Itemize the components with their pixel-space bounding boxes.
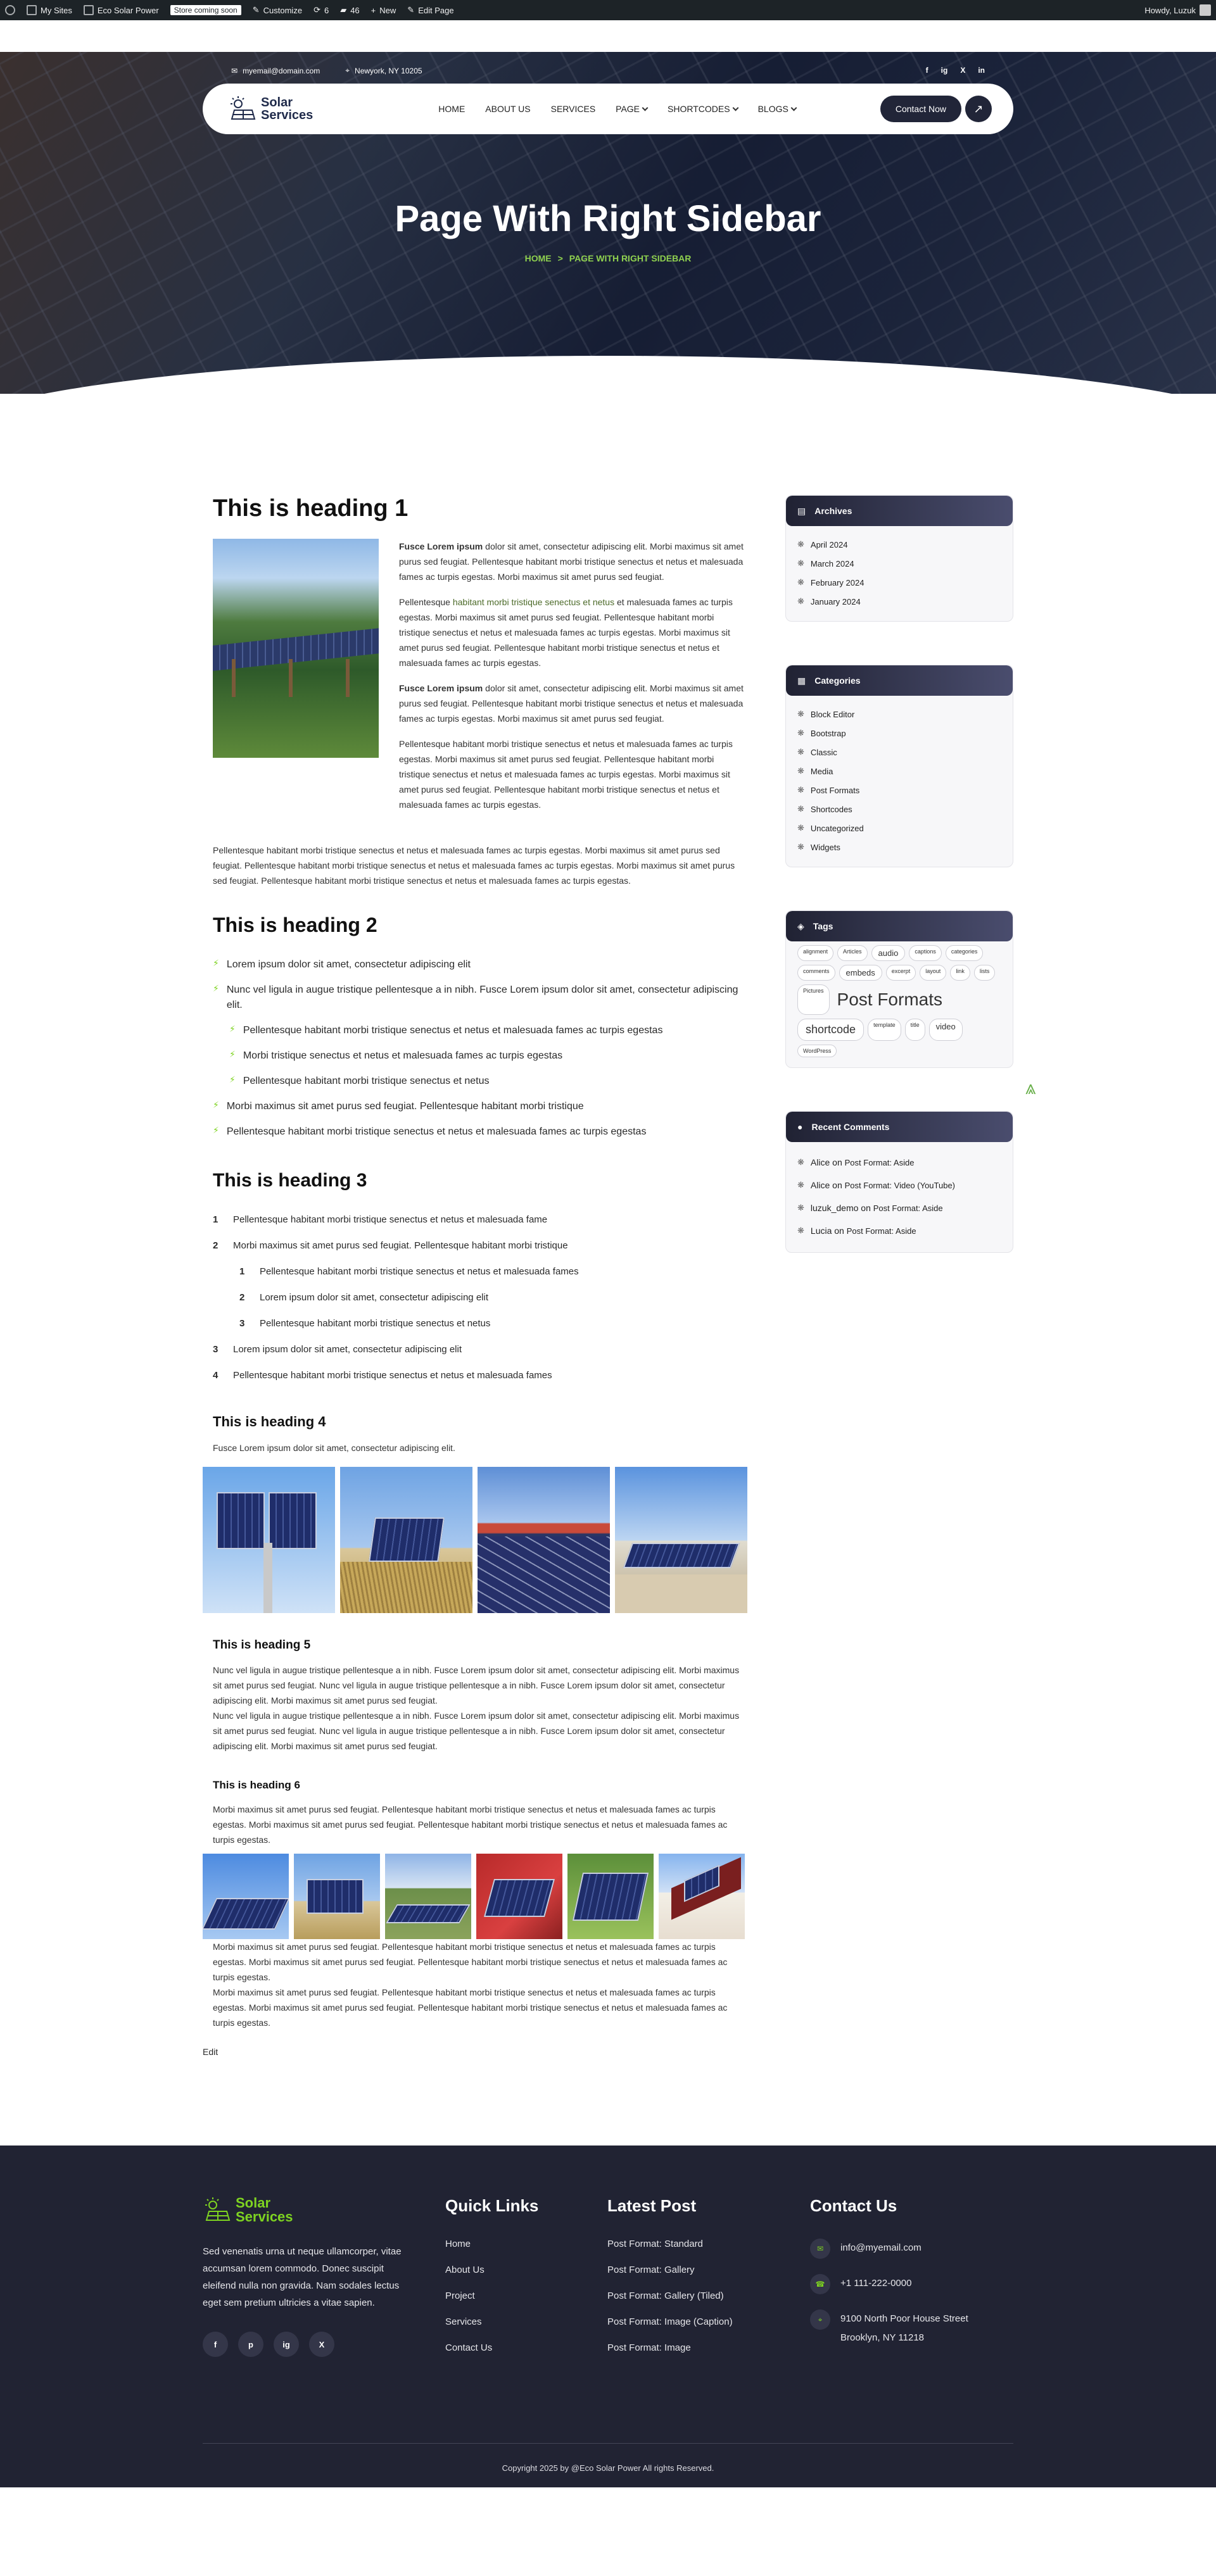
- instagram-icon[interactable]: ig: [940, 66, 948, 75]
- page-title: Page With Right Sidebar: [395, 198, 821, 239]
- account-menu[interactable]: Howdy, Luzuk: [1144, 4, 1211, 16]
- grid-icon: ▦: [797, 675, 806, 686]
- tag-icon: ◈: [797, 920, 804, 931]
- bolt-icon: ⚡: [213, 958, 219, 968]
- sidebar: [785, 482, 1013, 2057]
- bolt-icon: ⚡: [213, 1100, 219, 1110]
- my-sites-link[interactable]: My Sites: [27, 5, 72, 15]
- tag-link[interactable]: alignment: [797, 945, 833, 961]
- heading-5-paragraph: Nunc vel ligula in augue tristique pellentesque a in nibh. Fusce Lorem ipsum dolor sit amet, consectetur adipiscing elit. Morbi maximus sit amet purus sed feugiat. Nunc vel ligula in augue tristique pellentesque a in nibh. Fusce Lorem ipsum dolor sit amet, consectetur adipiscing elit. Morbi maximus sit amet purus sed feugiat.: [213, 1665, 740, 1706]
- recent-comment: ❋ Alice on Post Format: Aside: [797, 1157, 915, 1167]
- intro-paragraph-2: Pellentesque habitant morbi tristique senectus et netus et malesuada fames ac turpis egestas. Morbi maximus sit amet purus sed feugiat. Pellentesque habitant morbi tristique senectus et netus et malesuada fames ac turpis egestas. Morbi maximus sit amet purus sed feugiat. Pellentesque habitant morbi tristique senectus et netus et malesuada fames ac turpis egestas.: [399, 597, 733, 668]
- category-link[interactable]: ❋ Shortcodes: [797, 804, 852, 814]
- nested-list: [229, 1018, 747, 1094]
- gallery-image[interactable]: [340, 1467, 472, 1613]
- new-content-link[interactable]: + New: [370, 5, 396, 15]
- comment-post-link[interactable]: Post Format: Aside: [846, 1226, 916, 1236]
- list-item: ⚡ Morbi tristique senectus et netus et malesuada fames ac turpis egestas: [229, 1043, 747, 1069]
- customize-link[interactable]: ✎ Customize: [252, 5, 303, 15]
- gear-icon: ❋: [797, 558, 804, 568]
- tag-link[interactable]: comments: [797, 965, 835, 981]
- gear-icon: ❋: [797, 577, 804, 587]
- list-item: 1 Pellentesque habitant morbi tristique senectus et netus et malesuada fames: [239, 1266, 579, 1277]
- nav-page[interactable]: PAGE: [616, 104, 647, 114]
- recent-comment: ❋ luzuk_demo on Post Format: Aside: [797, 1203, 943, 1213]
- edit-link[interactable]: Edit: [203, 2047, 218, 2057]
- footer-email[interactable]: ✉ info@myemail.com: [810, 2239, 1013, 2259]
- heading-6-paragraph: Morbi maximus sit amet purus sed feugiat. Pellentesque habitant morbi tristique senectus et netus et malesuada fames ac turpis egestas. Morbi maximus sit amet purus sed feugiat. Pellentesque habitant morbi tristique senectus et netus et malesuada fames ac turpis egestas.: [213, 1804, 728, 1845]
- chevron-down-icon: [732, 104, 738, 111]
- footer-address: ⌖ 9100 North Poor House Street Brooklyn, NY 11218: [810, 2309, 1013, 2347]
- contact-now-button[interactable]: Contact Now: [880, 96, 961, 122]
- avatar: [1200, 4, 1211, 16]
- chevron-down-icon: [642, 104, 649, 111]
- page-body: [203, 482, 1036, 2057]
- updates-link[interactable]: ⟳ 6: [314, 5, 329, 15]
- category-link[interactable]: ❋ Bootstrap: [797, 728, 846, 738]
- edit-page-link[interactable]: ✎ Edit Page: [407, 5, 454, 15]
- breadcrumb: HOME > PAGE WITH RIGHT SIDEBAR: [524, 253, 692, 263]
- gear-icon: ❋: [797, 539, 804, 549]
- admin-bar: [0, 0, 1216, 20]
- footer-phone[interactable]: ☎ +1 111-222-0000: [810, 2274, 1013, 2294]
- solar-panel-logo-icon: [203, 2196, 231, 2224]
- footer-logo[interactable]: Solar Services: [203, 2196, 445, 2224]
- nav-services[interactable]: SERVICES: [550, 104, 596, 114]
- latest-post-title: Latest Post: [607, 2196, 697, 2215]
- list-item: 3 Lorem ipsum dolor sit amet, consectetur adipiscing elit: [213, 1344, 462, 1355]
- nav-about-us[interactable]: ABOUT US: [485, 104, 531, 114]
- category-link[interactable]: ❋ Post Formats: [797, 785, 860, 795]
- contact-us-title: Contact Us: [810, 2196, 897, 2215]
- recent-comments-widget: ● Recent Comments ❋ Alice on Post Format: Aside ❋ Alice on Post Format: Video (YouTube) ❋ luzuk_demo on Post Format: Aside ❋ Lucia on Post Format: Aside: [785, 1111, 1013, 1253]
- image-gallery-6: [203, 1854, 747, 1939]
- gallery-image[interactable]: [478, 1467, 610, 1613]
- unordered-list: [213, 952, 747, 1145]
- gear-icon: ❋: [797, 1226, 804, 1235]
- heading-4: This is heading 4: [213, 1414, 326, 1429]
- gear-icon: ❋: [797, 709, 804, 719]
- refresh-icon: ⟳: [314, 5, 320, 15]
- facebook-icon[interactable]: f: [203, 2332, 228, 2357]
- breadcrumb-home[interactable]: HOME: [524, 253, 552, 263]
- latest-post-link[interactable]: Post Format: Image (Caption): [607, 2316, 733, 2327]
- bolt-icon: ⚡: [229, 1024, 236, 1034]
- heading-5: This is heading 5: [213, 1638, 311, 1652]
- pencil-icon: ✎: [407, 5, 415, 15]
- comment-post-link[interactable]: Post Format: Aside: [844, 1158, 915, 1167]
- gear-icon: ❋: [797, 785, 804, 795]
- recent-comment: ❋ Lucia on Post Format: Aside: [797, 1226, 916, 1236]
- list-item: 1 Pellentesque habitant morbi tristique senectus et netus et malesuada fame: [213, 1214, 548, 1225]
- heading-4-paragraph: Fusce Lorem ipsum dolor sit amet, consectetur adipiscing elit.: [213, 1443, 455, 1453]
- tag-link[interactable]: audio: [871, 945, 906, 961]
- category-link[interactable]: ❋ Media: [797, 766, 833, 776]
- list-item: 2 Morbi maximus sit amet purus sed feugiat. Pellentesque habitant morbi tristique: [213, 1240, 568, 1251]
- list-item: ⚡ Pellentesque habitant morbi tristique senectus et netus: [229, 1069, 747, 1094]
- gear-icon: ❋: [797, 766, 804, 776]
- comment-post-link[interactable]: Post Format: Aside: [873, 1203, 943, 1213]
- gear-icon: ❋: [797, 1157, 804, 1167]
- hero-curve-divider: [0, 356, 1216, 394]
- solar-roof-garden-image: [213, 539, 379, 758]
- intro-paragraph-1: Fusce Lorem ipsum dolor sit amet, consectetur adipiscing elit. Morbi maximus sit amet purus sed feugiat. Pellentesque habitant morbi tristique senectus et netus et malesuada fames ac turpis egestas. Morbi maximus sit amet purus sed feugiat.: [399, 541, 744, 582]
- breadcrumb-current: PAGE WITH RIGHT SIDEBAR: [569, 253, 692, 263]
- category-link[interactable]: ❋ Uncategorized: [797, 823, 864, 833]
- comment-author-link[interactable]: luzuk_demo: [810, 1203, 859, 1213]
- site-footer: [0, 2146, 1216, 2487]
- latest-post-link[interactable]: Post Format: Gallery: [607, 2265, 695, 2275]
- gallery-image[interactable]: [615, 1467, 747, 1613]
- footer-link-project[interactable]: Project: [445, 2290, 475, 2301]
- ordered-list: [213, 1207, 747, 1388]
- sites-icon: [27, 5, 37, 15]
- latest-post-link[interactable]: Post Format: Standard: [607, 2239, 703, 2249]
- brush-icon: ✎: [252, 5, 260, 15]
- inline-link[interactable]: habitant morbi tristique senectus et netus: [452, 597, 615, 607]
- nav-blogs[interactable]: BLOGS: [758, 104, 796, 114]
- archive-link[interactable]: ❋ April 2024: [797, 539, 848, 550]
- main-content: [203, 482, 747, 2057]
- tag-link[interactable]: video: [929, 1019, 963, 1041]
- top-location: ⌖ Newyork, NY 10205: [345, 66, 422, 75]
- archive-link[interactable]: ❋ January 2024: [797, 596, 861, 606]
- gallery-image[interactable]: [203, 1467, 335, 1613]
- main-navigation: [203, 84, 1013, 134]
- solar-panel-logo-icon: [228, 95, 256, 123]
- intro-paragraph-4: Pellentesque habitant morbi tristique senectus et netus et malesuada fames ac turpis egestas. Morbi maximus sit amet purus sed feugiat. Pellentesque habitant morbi tristique senectus et netus et malesuada fames ac turpis egestas. Morbi maximus sit amet purus sed feugiat. Pellentesque habitant morbi tristique senectus et netus et malesuada fames ac turpis egestas.: [399, 739, 733, 810]
- latest-post-link[interactable]: Post Format: Gallery (Tiled): [607, 2290, 724, 2301]
- plus-icon: +: [370, 5, 376, 15]
- gallery-image[interactable]: [203, 1854, 289, 1939]
- tag-link[interactable]: excerpt: [886, 965, 916, 981]
- gear-icon: ❋: [797, 1203, 804, 1212]
- logo-text-line2: Services: [261, 108, 314, 122]
- intro-paragraph-3: Fusce Lorem ipsum dolor sit amet, consectetur adipiscing elit. Morbi maximus sit amet purus sed feugiat. Pellentesque habitant morbi tristique senectus et netus et malesuada fames ac turpis egestas. Morbi maximus sit amet purus sed feugiat.: [399, 683, 744, 724]
- recent-comment: ❋ Alice on Post Format: Video (YouTube): [797, 1180, 956, 1190]
- list-item: ⚡ Nunc vel ligula in augue tristique pellentesque a in nibh. Fusce Lorem ipsum dolor sit amet, consectetur adipiscing elit.: [213, 977, 747, 1018]
- heading-6: This is heading 6: [213, 1779, 300, 1791]
- category-link[interactable]: ❋ Widgets: [797, 842, 840, 852]
- heading-2: This is heading 2: [213, 914, 377, 936]
- heading-6-paragraph-2: Morbi maximus sit amet purus sed feugiat. Pellentesque habitant morbi tristique senectus et netus et malesuada fames ac turpis egestas. Morbi maximus sit amet purus sed feugiat. Pellentesque habitant morbi tristique senectus et netus et malesuada fames ac turpis egestas.: [213, 1942, 728, 1982]
- wordpress-logo-icon[interactable]: [5, 5, 15, 15]
- category-link[interactable]: ❋ Block Editor: [797, 709, 855, 719]
- gallery-image[interactable]: [385, 1854, 471, 1939]
- linkedin-icon[interactable]: in: [978, 66, 985, 75]
- footer-link-home[interactable]: Home: [445, 2239, 471, 2249]
- full-paragraph: Pellentesque habitant morbi tristique senectus et netus et malesuada fames ac turpis egestas. Morbi maximus sit amet purus sed feugiat. Pellentesque habitant morbi tristique senectus et netus et malesuada fames ac turpis egestas. Morbi maximus sit amet purus sed feugiat. Pellentesque habitant morbi tristique senectus et netus et malesuada fames ac turpis egestas.: [213, 845, 735, 886]
- list-item: 3 Pellentesque habitant morbi tristique senectus et netus: [239, 1318, 491, 1329]
- gallery-image[interactable]: [294, 1854, 380, 1939]
- archive-link[interactable]: ❋ March 2024: [797, 558, 854, 569]
- home-icon: [84, 5, 94, 15]
- pinterest-icon[interactable]: p: [238, 2332, 263, 2357]
- tag-link[interactable]: embeds: [839, 965, 882, 981]
- logo-text-line1: Solar: [261, 96, 293, 110]
- folder-icon: ▤: [797, 505, 806, 516]
- bolt-icon: ⚡: [229, 1049, 236, 1059]
- scroll-to-top-icon[interactable]: ⩓: [1025, 1078, 1036, 1098]
- gear-icon: ❋: [797, 1180, 804, 1190]
- heading-6-paragraph-3: Morbi maximus sit amet purus sed feugiat. Pellentesque habitant morbi tristique senectus et netus et malesuada fames ac turpis egestas. Morbi maximus sit amet purus sed feugiat. Pellentesque habitant morbi tristique senectus et netus et malesuada fames ac turpis egestas.: [213, 1987, 728, 2028]
- latest-post-link[interactable]: Post Format: Image: [607, 2342, 691, 2353]
- tag-link[interactable]: shortcode: [797, 1019, 864, 1041]
- comments-link[interactable]: ▰ 46: [340, 5, 360, 15]
- tag-link[interactable]: captions: [909, 945, 942, 961]
- instagram-icon[interactable]: ig: [274, 2332, 299, 2357]
- mail-icon: ✉: [810, 2239, 830, 2259]
- bolt-icon: ⚡: [229, 1074, 236, 1084]
- footer-about-text: Sed venenatis urna ut neque ullamcorper, vitae accumsan lorem commodo. Donec suscipit eleifend nulla non gravida. Nam sodales lectus eget sem pretium ultricies a vitae sapien.: [203, 2246, 402, 2308]
- categories-widget: ▦ Categories ❋ Block Editor ❋ Bootstrap ❋ Classic ❋ Media ❋ Post Formats ❋ Shortcodes ❋ Uncategorized ❋ Widgets: [785, 665, 1013, 867]
- archives-widget: ▤ Archives ❋ April 2024 ❋ March 2024 ❋ February 2024 ❋ January 2024: [785, 495, 1013, 622]
- category-link[interactable]: ❋ Classic: [797, 747, 837, 757]
- chevron-down-icon: [790, 104, 797, 111]
- tag-link[interactable]: title: [905, 1019, 925, 1041]
- comment-author-link[interactable]: Lucia: [810, 1226, 832, 1236]
- gear-icon: ❋: [797, 842, 804, 851]
- list-item: ⚡ Pellentesque habitant morbi tristique senectus et netus et malesuada fames ac turpis egestas: [213, 1119, 747, 1145]
- tags-widget: ◈ Tags alignment Articles audio captions categories comments embeds excerpt layout link lists Pictures Post Formats shortcode template title video WordPress: [785, 910, 1013, 1068]
- nav-home[interactable]: HOME: [438, 104, 466, 114]
- footer-link-contact[interactable]: Contact Us: [445, 2342, 493, 2353]
- location-pin-icon: ⌖: [810, 2309, 830, 2330]
- comment-post-link[interactable]: Post Format: Video (YouTube): [844, 1181, 956, 1190]
- gear-icon: ❋: [797, 823, 804, 832]
- list-item: ⚡ Morbi maximus sit amet purus sed feugiat. Pellentesque habitant morbi tristique: [213, 1094, 747, 1119]
- tag-link[interactable]: link: [950, 965, 970, 981]
- facebook-icon[interactable]: f: [925, 66, 928, 75]
- tag-link[interactable]: categories: [946, 945, 984, 961]
- x-twitter-icon[interactable]: X: [960, 66, 966, 75]
- tag-link[interactable]: Articles: [837, 945, 868, 961]
- x-twitter-icon[interactable]: X: [309, 2332, 334, 2357]
- archive-link[interactable]: ❋ February 2024: [797, 577, 864, 587]
- heading-3: This is heading 3: [213, 1170, 367, 1191]
- location-pin-icon: ⌖: [345, 66, 350, 75]
- gallery-image[interactable]: [659, 1854, 745, 1939]
- list-item: ⚡ Lorem ipsum dolor sit amet, consectetur adipiscing elit: [213, 952, 747, 977]
- gear-icon: ❋: [797, 747, 804, 757]
- list-item: 2 Lorem ipsum dolor sit amet, consectetur adipiscing elit: [239, 1292, 488, 1303]
- tag-link[interactable]: WordPress: [797, 1045, 837, 1057]
- comment-icon: ▰: [340, 5, 347, 15]
- image-gallery-4: [203, 1467, 747, 1613]
- gear-icon: ❋: [797, 728, 804, 738]
- copyright-text: Copyright 2025 by @Eco Solar Power All rights Reserved.: [502, 2463, 714, 2473]
- gear-icon: ❋: [797, 804, 804, 814]
- list-item: 4 Pellentesque habitant morbi tristique senectus et netus et malesuada fames: [213, 1370, 552, 1381]
- site-logo[interactable]: [228, 95, 313, 123]
- gear-icon: ❋: [797, 596, 804, 606]
- store-status-badge[interactable]: Store coming soon: [170, 5, 241, 15]
- gallery-image[interactable]: [476, 1854, 562, 1939]
- page-hero: [0, 52, 1216, 394]
- arrow-up-right-icon[interactable]: ↗: [965, 96, 992, 122]
- mail-icon: ✉: [231, 66, 238, 75]
- phone-icon: ☎: [810, 2274, 830, 2294]
- tag-link[interactable]: Post Formats: [837, 990, 942, 1009]
- comment-bubble-icon: ●: [797, 1122, 803, 1132]
- tag-link[interactable]: Pictures: [797, 984, 830, 1015]
- list-item: ⚡ Pellentesque habitant morbi tristique senectus et netus et malesuada fames ac turpis egestas: [229, 1018, 747, 1043]
- footer-divider: [203, 2443, 1013, 2444]
- comment-author-link[interactable]: Alice: [810, 1157, 830, 1167]
- bolt-icon: ⚡: [213, 1125, 219, 1135]
- top-info-bar: [231, 66, 985, 75]
- tag-link[interactable]: template: [868, 1019, 901, 1041]
- top-email[interactable]: ✉ myemail@domain.com: [231, 66, 320, 75]
- comment-author-link[interactable]: Alice: [810, 1180, 830, 1190]
- footer-link-about[interactable]: About Us: [445, 2265, 484, 2275]
- nav-shortcodes[interactable]: SHORTCODES: [668, 104, 738, 114]
- bolt-icon: ⚡: [213, 983, 219, 993]
- quick-links-title: Quick Links: [445, 2196, 539, 2215]
- heading-1: This is heading 1: [213, 495, 408, 522]
- tag-link[interactable]: lists: [974, 965, 996, 981]
- gallery-image[interactable]: [567, 1854, 654, 1939]
- heading-5-paragraph-2: Nunc vel ligula in augue tristique pellentesque a in nibh. Fusce Lorem ipsum dolor sit amet, consectetur adipiscing elit. Morbi maximus sit amet purus sed feugiat. Nunc vel ligula in augue tristique pellentesque a in nibh. Fusce Lorem ipsum dolor sit amet, consectetur adipiscing elit. Morbi maximus sit amet purus sed feugiat.: [213, 1711, 740, 1751]
- nested-ordered-list: [239, 1259, 747, 1336]
- footer-link-services[interactable]: Services: [445, 2316, 482, 2327]
- site-name-link[interactable]: Eco Solar Power: [84, 5, 159, 15]
- tag-link[interactable]: layout: [920, 965, 946, 981]
